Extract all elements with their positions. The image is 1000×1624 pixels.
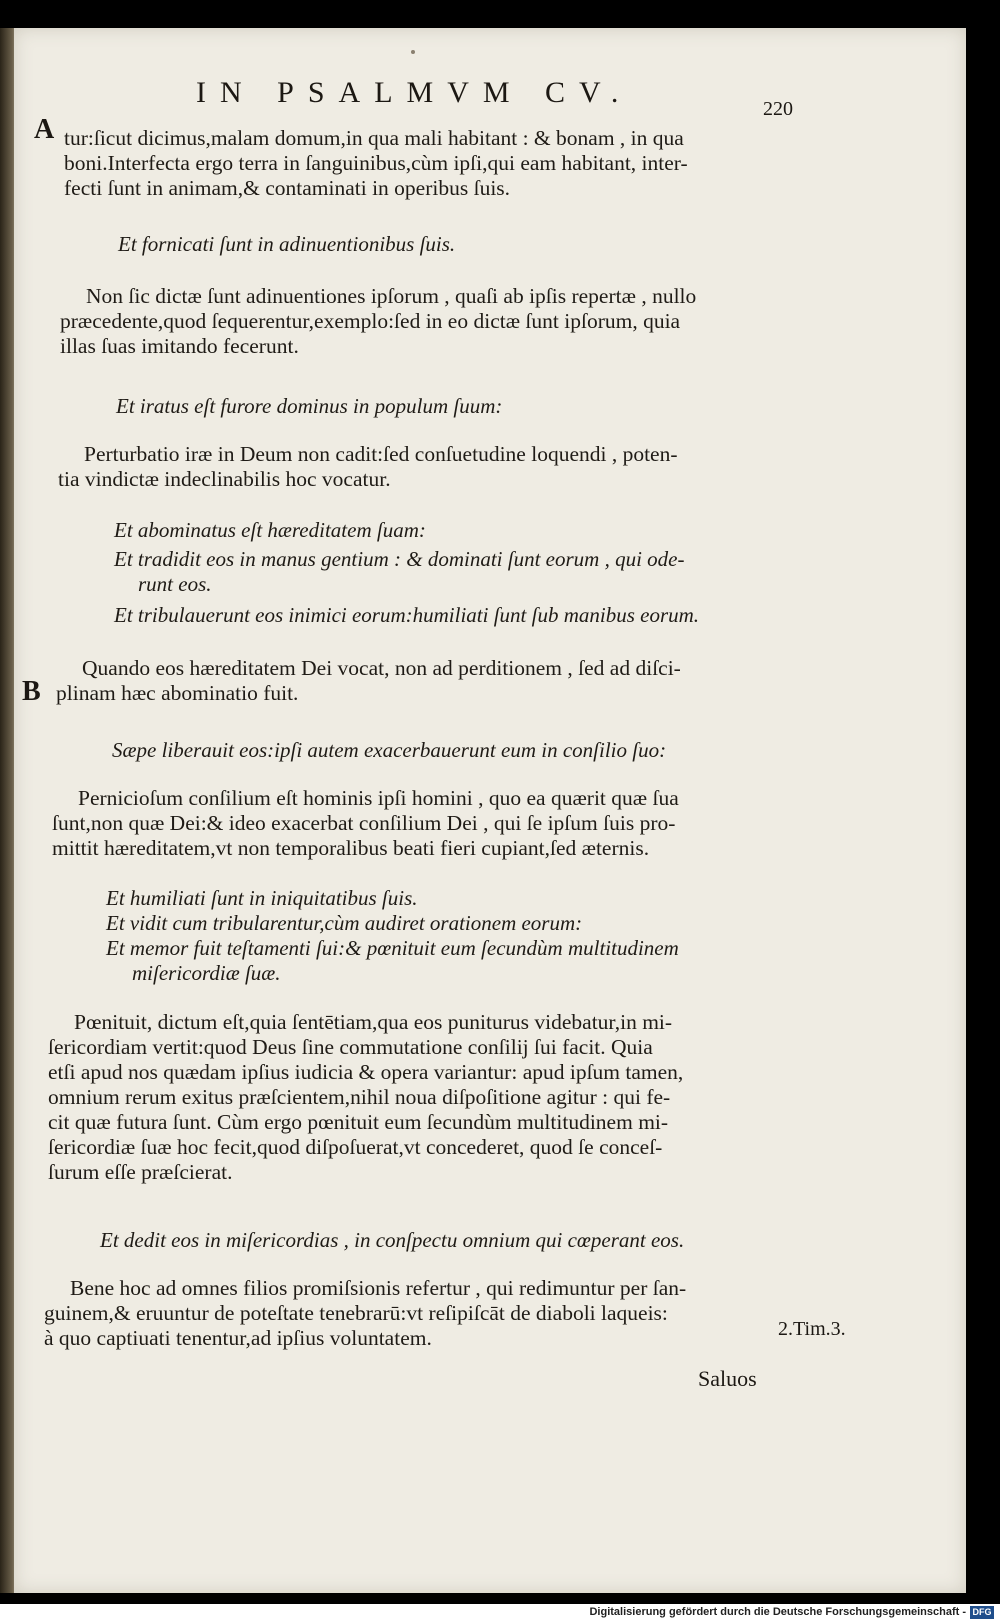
text-line: Quando eos hæreditatem Dei vocat, non ad perditionem , ſed ad diſci- xyxy=(82,656,681,680)
verse-line: Sæpe liberauit eos:ipſi autem exacerbauerunt eum in conſilio ſuo: xyxy=(112,738,667,762)
text-line: tur:ſicut dicimus,malam domum,in qua mali habitant : & bonam , in qua xyxy=(64,126,684,150)
text-line: fecti ſunt in animam,& contaminati in operibus ſuis. xyxy=(64,176,511,200)
text-line: à quo captiuati tenentur,ad ipſius voluntatem. xyxy=(44,1326,432,1350)
margin-letter-a: A xyxy=(34,114,55,145)
verse-line: miſericordiæ ſuæ. xyxy=(132,961,281,985)
verse-line: Et tradidit eos in manus gentium : & dominati ſunt eorum , qui ode- xyxy=(114,547,685,571)
text-line: omnium rerum exitus præſcientem,nihil noua diſpoſitione agitur : qui fe- xyxy=(48,1085,671,1109)
verse-block xyxy=(114,518,778,628)
margin-letter-b: B xyxy=(22,676,41,707)
text-line: etſi apud nos quædam ipſius iudicia & opera variantur: apud ipſum tamen, xyxy=(48,1060,684,1084)
text-line: Bene hoc ad omnes filios promiſsionis refertur , qui redimuntur per ſan- xyxy=(70,1276,687,1300)
text-line: guinem,& eruuntur de poteſtate tenebrarū:vt reſipiſcāt de diaboli laqueis: xyxy=(44,1301,668,1325)
verse-block xyxy=(118,232,778,257)
verse-line: Et humiliati ſunt in iniquitatibus ſuis. xyxy=(106,886,418,910)
footer-credit: Digitalisierung gefördert durch die Deutsche Forschungsgemeinschaft - xyxy=(589,1606,966,1618)
text-line: ſurum eſſe præſcierat. xyxy=(48,1160,233,1184)
verse-block xyxy=(112,738,778,763)
text-line: plinam hæc abominatio fuit. xyxy=(56,681,299,705)
catchword: Saluos xyxy=(698,1366,757,1391)
text-line: Non ſic dictæ ſunt adinuentiones ipſorum , quaſi ab ipſis repertæ , nullo xyxy=(86,284,697,308)
margin-note: 2.Tim.3. xyxy=(778,1318,846,1340)
page-number: 220 xyxy=(763,98,793,120)
verse-block xyxy=(106,886,778,986)
text-line: Perturbatio iræ in Deum non cadit:ſed conſuetudine loquendi , poten- xyxy=(84,442,678,466)
verse-line: runt eos. xyxy=(138,572,212,596)
verse-line: Et iratus eſt furore dominus in populum ſuum: xyxy=(116,394,503,418)
prose-block xyxy=(58,442,776,492)
dfg-logo: DFG xyxy=(970,1606,994,1619)
text-line: mittit hæreditatem,vt non temporalibus beati fieri cupiant,ſed æternis. xyxy=(52,836,650,860)
text-line: cit quæ futura ſunt. Cùm ergo pœnituit eum ſecundùm multitudinem mi- xyxy=(48,1110,669,1134)
prose-block xyxy=(48,1010,778,1185)
verse-line: Et memor fuit teſtamenti ſui:& pœnituit eum ſecundùm multitudinem xyxy=(106,936,679,960)
text-line: tia vindictæ indeclinabilis hoc vocatur. xyxy=(58,467,391,491)
text-line: ſunt,non quæ Dei:& ideo exacerbat conſilium Dei , qui ſe ipſum ſuis pro- xyxy=(52,811,676,835)
prose-block xyxy=(52,786,778,861)
text-line: Pœnituit, dictum eſt,quia ſentētiam,qua eos puniturus videbatur,in mi- xyxy=(74,1010,673,1034)
text-line: ſericordiæ ſuæ hoc fecit,quod diſpoſuerat,vt concederet, quod ſe conceſ- xyxy=(48,1135,663,1159)
verse-block xyxy=(116,394,776,419)
paper-speck xyxy=(411,50,415,54)
verse-line: Et vidit cum tribularentur,cùm audiret orationem eorum: xyxy=(106,911,583,935)
text-line: boni.Interfecta ergo terra in ſanguinibus,cùm ipſi,qui eam habitant, inter- xyxy=(64,151,688,175)
text-line: præcedente,quod ſequerentur,exemplo:ſed in eo dictæ ſunt ipſorum, quia xyxy=(60,309,681,333)
text-line: illas ſuas imitando fecerunt. xyxy=(60,334,299,358)
verse-line: Et tribulauerunt eos inimici eorum:humiliati ſunt ſub manibus eorum. xyxy=(114,603,700,627)
verse-line: Et fornicati ſunt in adinuentionibus ſuis. xyxy=(118,232,456,256)
running-head: IN PSALMVM CV. xyxy=(196,76,633,109)
verse-block xyxy=(100,1228,778,1253)
text-line: Pernicioſum conſilium eſt hominis ipſi homini , quo ea quærit quæ ſua xyxy=(78,786,679,810)
verse-line: Et abominatus eſt hæreditatem ſuam: xyxy=(114,518,426,542)
prose-block xyxy=(64,126,778,201)
prose-block xyxy=(56,656,778,706)
prose-block xyxy=(44,1276,768,1351)
prose-block xyxy=(60,284,778,359)
verse-line: Et dedit eos in miſericordias , in conſpectu omnium qui cœperant eos. xyxy=(100,1228,685,1252)
text-line: ſericordiam vertit:quod Deus ſine commutatione conſilij ſui facit. Quia xyxy=(48,1035,653,1059)
